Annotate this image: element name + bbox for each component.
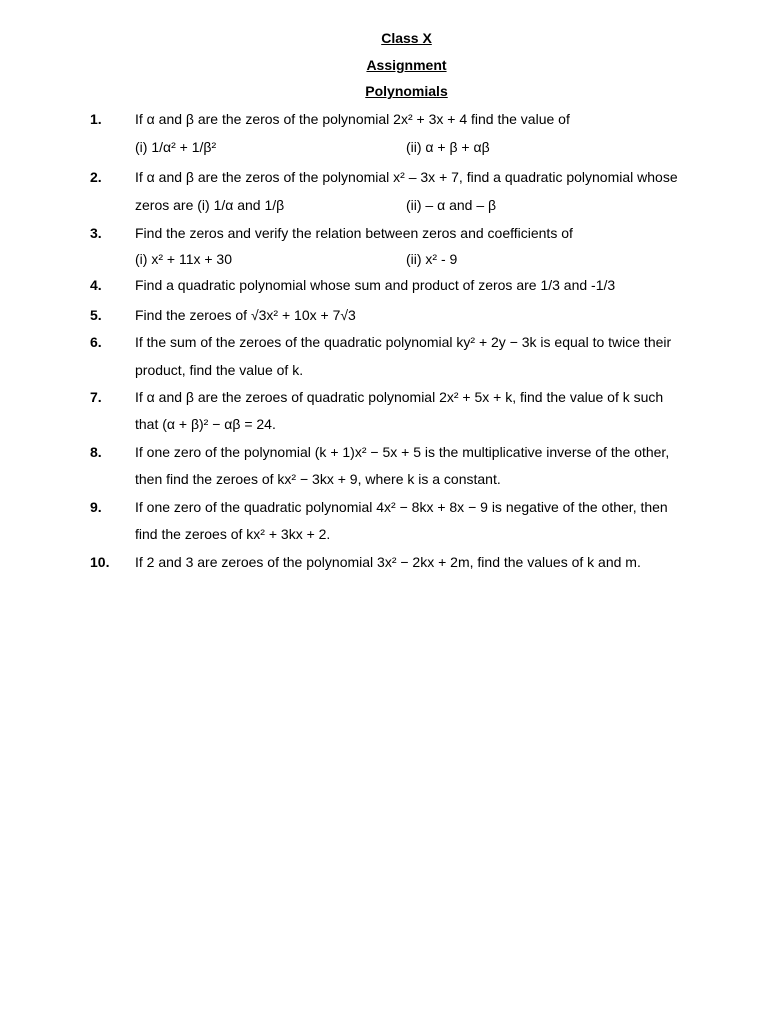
question-text: If one zero of the quadratic polynomial 4x² − 8kx + 8x − 9 is negative of the other, then — [135, 499, 668, 515]
question-text-line2: product, find the value of k. — [135, 362, 304, 378]
question-number: 9. — [90, 499, 102, 515]
question-text-line2: that (α + β)² − αβ = 24. — [135, 416, 276, 432]
question-part-ii: (ii) – α and – β — [406, 197, 497, 213]
question-number: 10. — [90, 554, 110, 570]
question-number: 4. — [90, 277, 102, 293]
question-part-ii: (ii) α + β + αβ — [406, 139, 490, 155]
question-number: 2. — [90, 169, 102, 185]
question-number: 1. — [90, 111, 102, 127]
assignment-heading: Assignment — [366, 57, 447, 73]
question-text-line2: then find the zeroes of kx² − 3kx + 9, where k is a constant. — [135, 471, 501, 487]
subject-heading: Polynomials — [365, 83, 448, 99]
question-number: 7. — [90, 389, 102, 405]
question-part-i: (i) 1/α² + 1/β² — [135, 139, 217, 155]
question-text-line2: find the zeroes of kx² + 3kx + 2. — [135, 526, 331, 542]
question-number: 3. — [90, 225, 102, 241]
question-part-i: (i) x² + 11x + 30 — [135, 251, 233, 267]
question-text: Find a quadratic polynomial whose sum and product of zeros are 1/3 and -1/3 — [135, 277, 616, 293]
question-text-line2: zeros are (i) 1/α and 1/β — [135, 197, 285, 213]
question-text: If α and β are the zeros of the polynomial x² – 3x + 7, find a quadratic polynomial whose — [135, 169, 678, 185]
question-number: 6. — [90, 334, 102, 350]
question-text: If α and β are the zeroes of quadratic polynomial 2x² + 5x + k, find the value of k such — [135, 389, 664, 405]
question-text: Find the zeros and verify the relation between zeros and coefficients of — [135, 225, 573, 241]
question-text: If 2 and 3 are zeroes of the polynomial 3x² − 2kx + 2m, find the values of k and m. — [135, 554, 641, 570]
question-part-ii: (ii) x² - 9 — [406, 251, 458, 267]
question-text: If one zero of the polynomial (k + 1)x² − 5x + 5 is the multiplicative inverse of the other, — [135, 444, 670, 460]
question-text: If the sum of the zeroes of the quadratic polynomial ky² + 2y − 3k is equal to twice their — [135, 334, 672, 350]
class-heading: Class X — [381, 30, 432, 46]
question-number: 8. — [90, 444, 102, 460]
question-number: 5. — [90, 307, 102, 323]
question-text: If α and β are the zeros of the polynomial 2x² + 3x + 4 find the value of — [135, 111, 570, 127]
question-text: Find the zeroes of √3x² + 10x + 7√3 — [135, 307, 356, 323]
